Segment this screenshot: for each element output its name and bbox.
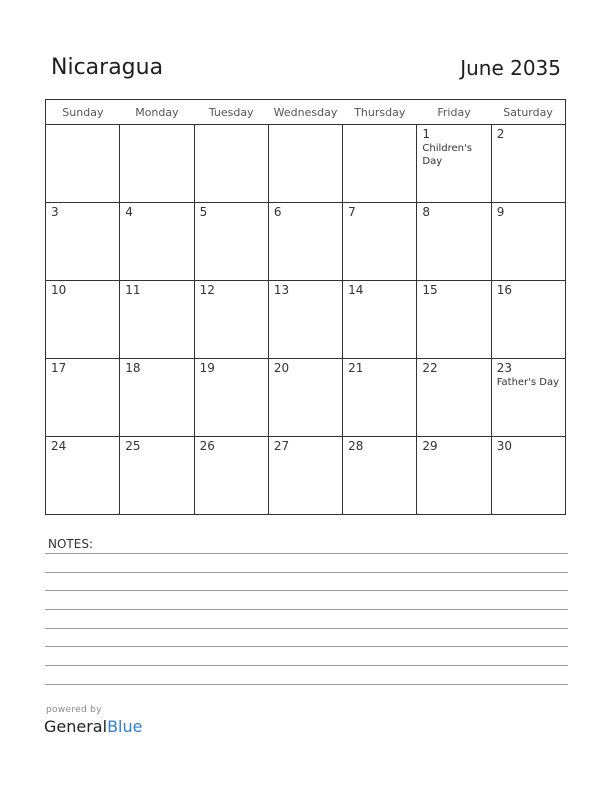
day-cell <box>417 437 491 515</box>
day-number: 2 <box>496 127 505 141</box>
weekday-tuesday: Tuesday <box>194 100 268 125</box>
day-cell <box>120 359 194 437</box>
weekday-wednesday: Wednesday <box>268 100 342 125</box>
day-number: 20 <box>273 361 290 375</box>
day-cell <box>46 203 120 281</box>
note-line <box>45 665 568 666</box>
day-number: 17 <box>51 361 67 375</box>
day-cell <box>491 125 565 203</box>
weekday-saturday: Saturday <box>491 100 565 125</box>
day-number: 8 <box>422 205 431 219</box>
day-number: 29 <box>422 439 438 453</box>
weekday-friday: Friday <box>417 100 491 125</box>
holiday-label: Children's Day <box>422 143 472 167</box>
day-number: 10 <box>51 283 67 297</box>
day-number: 4 <box>125 205 133 219</box>
day-cell <box>268 125 342 203</box>
day-cell <box>491 281 565 359</box>
day-number: 1 <box>422 127 431 141</box>
day-cell <box>491 437 565 515</box>
week-row <box>46 437 566 515</box>
day-number: 7 <box>348 205 356 219</box>
day-cell <box>120 281 194 359</box>
day-cell <box>194 359 268 437</box>
note-line <box>45 572 568 573</box>
day-cell <box>417 359 491 437</box>
day-cell <box>343 125 417 203</box>
day-cell <box>120 125 194 203</box>
day-cell <box>194 437 268 515</box>
day-cell <box>343 437 417 515</box>
week-row <box>46 203 566 281</box>
day-cell <box>268 437 342 515</box>
day-cell <box>46 359 120 437</box>
day-number: 16 <box>496 283 512 297</box>
brand-general: General <box>44 717 108 736</box>
day-cell <box>268 359 342 437</box>
holiday-label: Father's Day <box>496 377 560 388</box>
day-number: 6 <box>273 205 282 219</box>
day-cell <box>46 281 120 359</box>
notes-label: NOTES: <box>48 537 93 551</box>
note-line <box>45 609 568 610</box>
day-number: 23 <box>496 361 512 375</box>
day-number: 14 <box>348 283 364 297</box>
day-cell <box>120 203 194 281</box>
day-number <box>46 125 119 127</box>
day-cell <box>194 281 268 359</box>
day-number: 25 <box>125 439 141 453</box>
month-year-title: June 2035 <box>460 56 561 80</box>
day-number: 27 <box>273 439 290 453</box>
day-number: 3 <box>51 205 59 219</box>
week-row <box>46 125 566 203</box>
weekday-thursday: Thursday <box>343 100 417 125</box>
generalblue-logo <box>44 717 142 736</box>
day-cell <box>268 203 342 281</box>
day-cell <box>417 281 491 359</box>
note-line <box>45 684 568 685</box>
day-number: 13 <box>273 283 290 297</box>
brand-blue: Blue <box>107 717 143 736</box>
day-cell <box>491 203 565 281</box>
day-number: 5 <box>199 205 208 219</box>
note-line <box>45 646 568 647</box>
day-number: 15 <box>422 283 438 297</box>
day-number: 12 <box>199 283 215 297</box>
day-number <box>343 125 416 127</box>
day-number: 21 <box>348 361 364 375</box>
day-cell <box>194 125 268 203</box>
day-number: 30 <box>496 439 512 453</box>
day-number: 11 <box>125 283 141 297</box>
day-number <box>195 125 268 127</box>
day-number <box>269 125 342 127</box>
weekday-sunday: Sunday <box>46 100 120 125</box>
weekday-monday: Monday <box>120 100 194 125</box>
day-cell <box>343 281 417 359</box>
day-cell <box>417 203 491 281</box>
note-line <box>45 590 568 591</box>
week-row <box>46 359 566 437</box>
powered-by-text: powered by <box>46 705 102 715</box>
day-number: 24 <box>51 439 67 453</box>
day-cell <box>491 359 565 437</box>
day-cell <box>194 203 268 281</box>
note-line <box>45 553 568 554</box>
country-title: Nicaragua <box>51 55 164 80</box>
day-cell <box>343 203 417 281</box>
weekday-header-row <box>46 100 566 125</box>
day-number: 18 <box>125 361 141 375</box>
day-number: 28 <box>348 439 364 453</box>
day-cell <box>268 281 342 359</box>
day-cell <box>46 437 120 515</box>
calendar-grid <box>45 99 566 515</box>
day-number: 22 <box>422 361 438 375</box>
day-cell <box>343 359 417 437</box>
week-row <box>46 281 566 359</box>
day-number: 19 <box>199 361 215 375</box>
day-cell <box>120 437 194 515</box>
note-line <box>45 628 568 629</box>
day-cell <box>46 125 120 203</box>
day-cell <box>417 125 491 203</box>
day-number: 26 <box>199 439 215 453</box>
day-number <box>120 125 193 127</box>
day-number: 9 <box>496 205 505 219</box>
